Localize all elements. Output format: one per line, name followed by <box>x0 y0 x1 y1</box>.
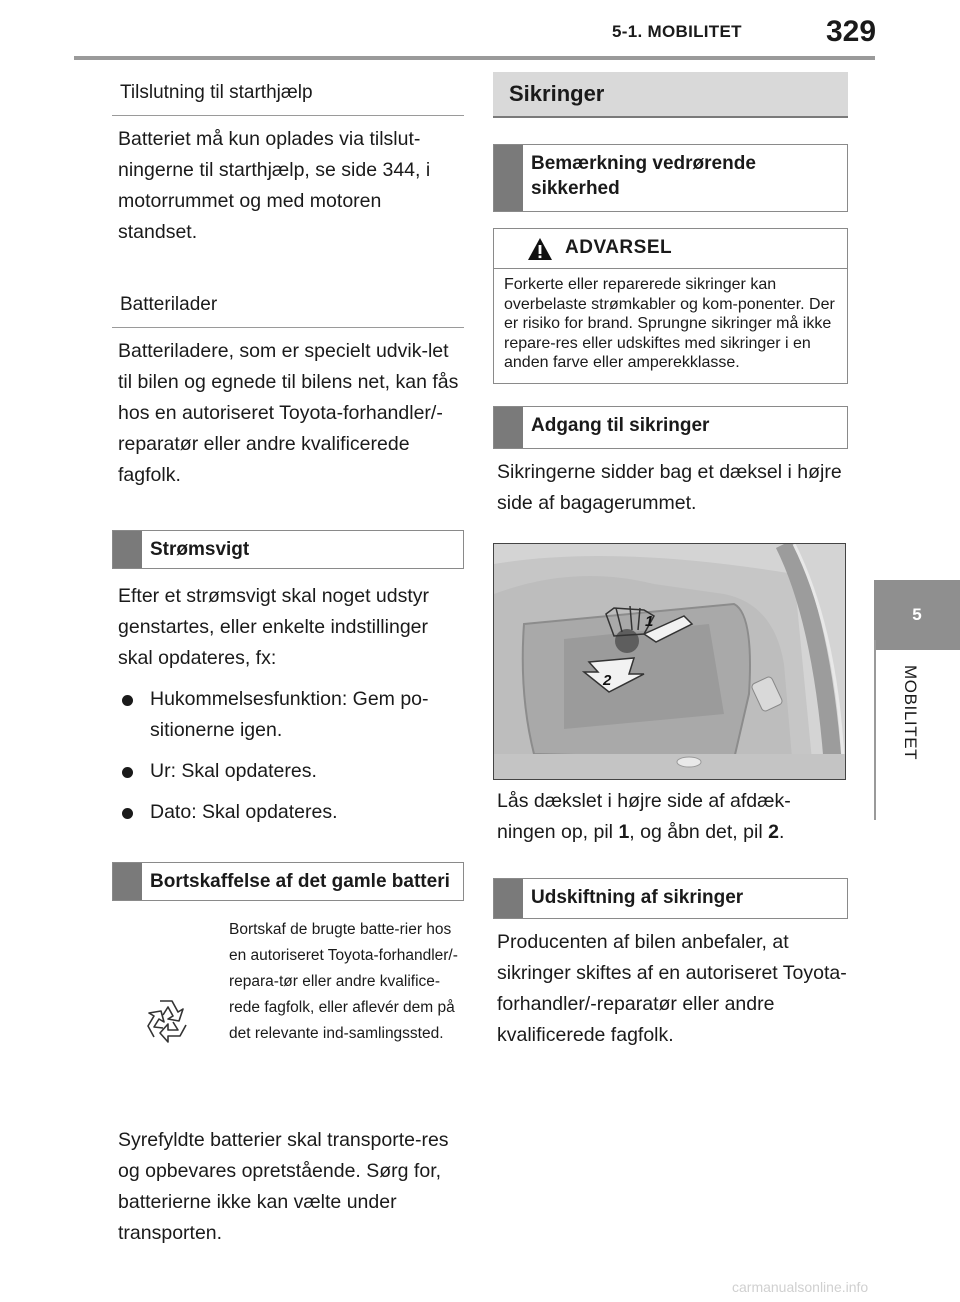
disposal-heading-text: Bortskaffelse af det gamle batteri <box>150 871 450 892</box>
chapter-label-text: MOBILITET <box>901 665 920 761</box>
unlock-text-b: , og åbn det, pil <box>629 820 769 843</box>
access-heading <box>493 406 848 449</box>
chapter-tab-line <box>874 640 876 820</box>
right-column <box>493 72 848 1051</box>
safety-heading <box>493 144 848 212</box>
arrow-ref-2: 2 <box>768 820 779 843</box>
jumpstart-heading: Tilslutning til starthjælp <box>112 72 464 116</box>
arrow-1-label: 1 <box>645 612 654 630</box>
warning-triangle-icon <box>527 237 553 261</box>
disposal-note-block <box>112 917 464 1117</box>
charger-text: Batteriladere, som er specielt udvik-let til bilen og egnede til bilens net, kan fås hos en autoriseret Toyota-forhandler/-reparatør eller andre kvalificerede fagfolk. <box>118 340 459 486</box>
page-number: 329 <box>826 15 877 48</box>
access-text: Sikringerne sidder bag et dæksel i højre side af bagagerummet. <box>497 460 842 514</box>
section-title: 5-1. MOBILITET <box>612 22 742 41</box>
list-item: Ur: Skal opdateres. <box>118 756 464 787</box>
warning-text: Forkerte eller reparerede sikringer kan overbelaste strømkabler og kom-ponenter. Der er risiko for brand. Sprungne sikringer må ikke repare-res eller udskiftes med sikringer i en anden farve eller amperekklasse. <box>504 276 835 371</box>
chapter-number: 5 <box>912 605 922 624</box>
disposal-heading <box>112 862 464 901</box>
warning-header <box>494 229 847 269</box>
replace-text: Producenten af bilen anbefaler, at sikringer skiftes af en autoriseret Toyota-forhandler/-reparatør eller andre kvalificerede fagfolk. <box>497 930 847 1046</box>
replace-heading-text: Udskiftning af sikringer <box>531 886 744 908</box>
power-failure-heading-text: Strømsvigt <box>150 539 250 560</box>
list-item: Hukommelsesfunktion: Gem po-sitionerne igen. <box>118 684 464 746</box>
power-failure-list <box>112 684 464 828</box>
safety-heading-text: Bemærkning vedrørende sikkerhed <box>531 153 756 199</box>
unlock-text-c: . <box>778 820 785 843</box>
fuses-heading: Sikringer <box>493 72 848 118</box>
chapter-tab <box>874 580 960 650</box>
power-failure-heading <box>112 530 464 569</box>
warning-box <box>493 228 848 384</box>
disposal-text: Syrefyldte batterier skal transporte-res og opbevares opretstående. Sørg for, batterierne ikke kan vælte under transporten. <box>118 1129 449 1244</box>
header-rule <box>74 56 875 60</box>
chapter-label <box>900 665 930 785</box>
recycle-icon <box>142 995 192 1045</box>
warning-title: ADVARSEL <box>565 237 673 258</box>
arrow-ref-1: 1 <box>618 820 630 843</box>
page-header <box>0 0 960 60</box>
jumpstart-text: Batteriet må kun oplades via tilslut-ningerne til starthjælp, se side 344, i motorrummet og med motoren standset. <box>118 128 431 243</box>
replace-heading <box>493 878 848 919</box>
watermark: carmanualsonline.info <box>732 1279 869 1295</box>
charger-heading: Batterilader <box>112 284 464 328</box>
unlock-text-a: Lås dækslet i højre side af afdæk-ningen op, pil <box>497 789 791 843</box>
trunk-illustration <box>494 544 846 780</box>
fuse-cover-figure <box>493 543 846 780</box>
left-column <box>112 72 464 1249</box>
power-failure-text: Efter et strømsvigt skal noget udstyr genstartes, eller enkelte indstillinger skal opdateres, fx: <box>118 585 430 669</box>
list-item: Dato: Skal opdateres. <box>118 797 464 828</box>
disposal-note: Bortskaf de brugte batte-rier hos en autoriseret Toyota-forhandler/-repara-tør eller andre kvalifice-rede fagfolk, eller aflevér dem på det relevante ind-samlingssted. <box>229 921 458 1042</box>
unlock-text <box>493 786 848 848</box>
arrow-2-label: 2 <box>603 671 612 689</box>
access-heading-text: Adgang til sikringer <box>531 414 710 436</box>
